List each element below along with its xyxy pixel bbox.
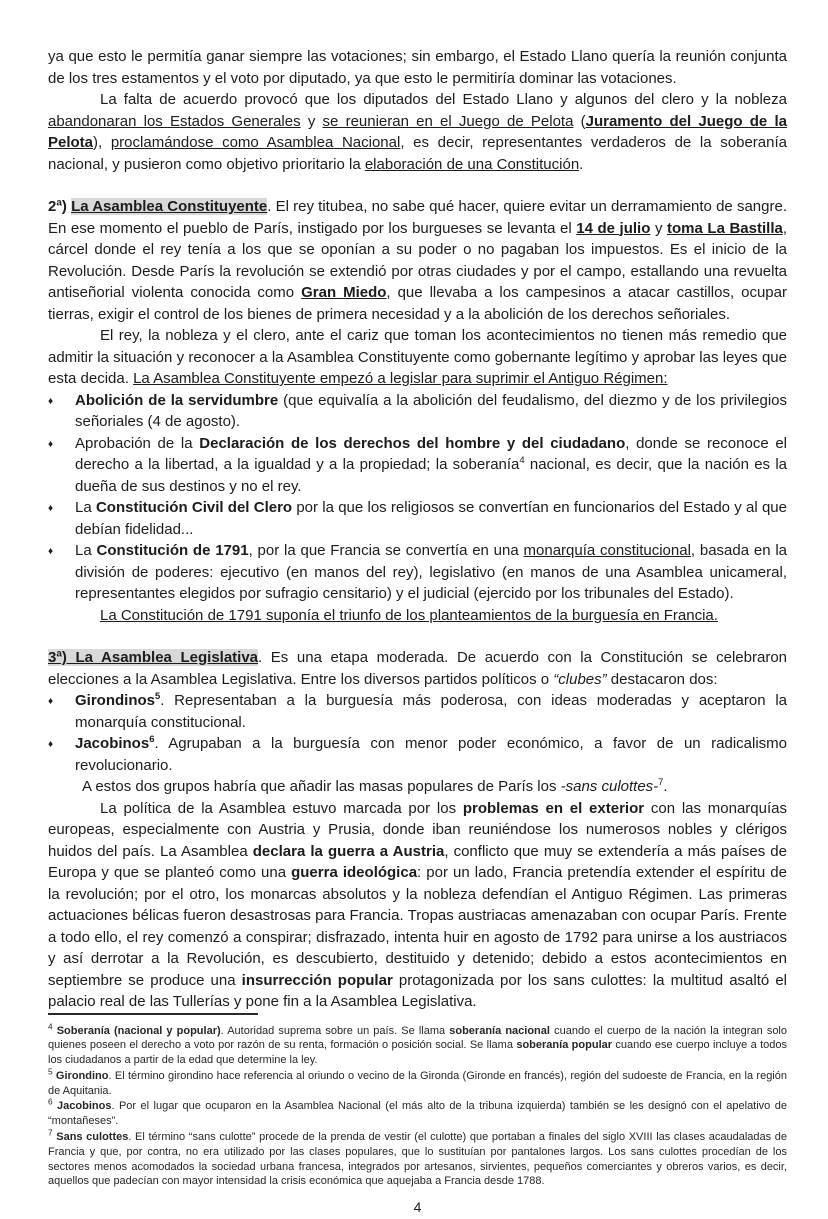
text-segment: . <box>663 778 668 795</box>
text-segment: . El término “sans culotte” procede de la prenda de vestir (el culotte) que portaban a finales del siglo XVIII las clases acaudaladas de Francia y que, por contra, no era utilizado por las clases populares, que lo sustituían por pantalones largos. Los sans culottes procedían de los sectores menos acomodados la sociedad urbana francesa, integrados por artesanos, sirvientes, pequeños comerciantes y obreros varios, es decir, aquellos que padecían con mayor intensidad la crisis económica que aquejaba a Francia desde 1788. <box>48 1131 788 1188</box>
text-segment: guerra ideológica <box>291 864 418 881</box>
text-segment: 2ª) <box>48 198 72 215</box>
paragraph-falta-acuerdo <box>48 89 787 175</box>
text-segment: La Asamblea Constituyente empezó a legislar para suprimir el Antiguo Régimen: <box>133 370 668 387</box>
text-segment: La <box>75 499 96 516</box>
text-segment: se reunieran en el Juego de Pelota <box>322 112 574 130</box>
bullet-item-abolicion-servidumbre <box>48 390 787 433</box>
text-segment: . Es una etapa moderada. De acuerdo con la Constitución se celebraron elecciones a la Asamblea Legislativa. Entre los diversos partidos políticos o <box>48 649 788 688</box>
text-segment: 6 <box>149 734 155 745</box>
bullet-item-constitucion-1791 <box>48 540 787 605</box>
line-triunfo-burguesia <box>48 605 787 627</box>
text-segment: y <box>300 112 323 130</box>
paragraph-rey-nobleza <box>48 325 787 390</box>
text-segment: La Asamblea Constituyente <box>71 198 268 215</box>
text-segment: cuando ese cuerpo incluye a todos los ciudadanos a partir de la edad que determine la ley. <box>48 1039 788 1067</box>
bullet-item-girondinos <box>48 690 787 733</box>
bullet-text <box>75 733 787 776</box>
text-segment: Aprobación de la <box>75 434 200 452</box>
text-segment: ( <box>573 112 586 130</box>
text-segment: : por un lado, Francia pretendía extender el espíritu de la revolución; por el otro, los monarcas absolutos y la nobleza defendían el Antiguo Régimen. Las primeras actuaciones bélicas fueron desastrosas para Francia. Tropas austriacas amenazaban con ocupar París. Frente a todo ello, el rey comenzó a conspirar; disfrazado, intenta huir en agosto de 1792 para unirse a los austriacos y así derrotar a la Revolución, es descubierto, destituido y detenido; debido a estos acontecimientos en septiembre se produce una <box>48 864 787 989</box>
text-segment: y <box>650 219 668 237</box>
text-segment: (que equivalía a la abolición del feudalismo, del diezmo y de los privilegios señoriales (4 de agosto). <box>75 391 787 430</box>
bullet-item-jacobinos <box>48 733 787 776</box>
text-segment: “clubes” <box>553 670 607 688</box>
text-segment: cuando el cuerpo de la nación la integran solo quienes poseen el derecho a voto por razón de su renta, formación o posición social. Se llama <box>48 1024 787 1052</box>
bullet-icon: ♦ <box>48 438 54 450</box>
bullet-icon: ♦ <box>48 739 54 750</box>
text-segment: soberanía popular <box>516 1039 613 1052</box>
text-segment: 3ª) La Asamblea Legislativa <box>48 649 259 666</box>
bullet-text <box>75 390 787 433</box>
footnote-jacobinos <box>48 1099 787 1129</box>
text-segment: nacional, es decir, que la nación es la dueña de sus destinos y no el rey. <box>75 456 787 495</box>
text-segment: problemas en el exterior <box>462 799 645 817</box>
text-segment: Constitución de 1791 <box>96 542 249 559</box>
text-segment: . Representaban a la burguesía más poderosa, con ideas moderadas y aceptaron la monarquía constitucional. <box>75 692 787 731</box>
text-segment: La falta de acuerdo provocó que los diputados del Estado Llano y algunos del clero y la nobleza <box>100 91 787 108</box>
text-segment: por la que los religiosos se convertían en funcionarios del Estado y al que debían fidelidad... <box>75 499 787 538</box>
text-segment: protagonizada por los sans culottes: la multitud asaltó el palacio real de las Tullerías y pone fin a la Asamblea Legislativa. <box>48 971 787 1010</box>
bullet-text <box>75 540 787 605</box>
text-segment: El rey, la nobleza y el clero, ante el cariz que toman los acontecimientos no tienen más remedio que admitir la situación y reconocer a la Asamblea Constituyente como gobernante legítimo y aprobar las leyes que esta decida. <box>48 327 787 387</box>
text-segment: destacaron dos: <box>606 670 718 688</box>
text-segment: Gran Miedo <box>301 284 387 301</box>
bullet-icon: ♦ <box>48 696 54 707</box>
text-segment: Jacobinos <box>52 1100 112 1113</box>
text-segment: 5 <box>48 1067 53 1077</box>
bullet-icon: ♦ <box>48 546 54 557</box>
text-segment: La Constitución de 1791 suponía el triunfo de los planteamientos de la burguesía en Francia. <box>100 606 718 624</box>
heading-paragraph-asamblea-constituyente <box>48 196 787 325</box>
bullet-item-constitucion-civil-clero <box>48 497 787 540</box>
text-segment: . El rey titubea, no sabe qué hacer, quiere evitar un derramamiento de sangre. En ese momento el pueblo de París, instigado por los burgueses se levanta el <box>48 198 787 237</box>
text-segment: . Autoridad suprema sobre un país. Se llama <box>220 1024 450 1037</box>
text-segment: Sans culottes <box>52 1131 129 1144</box>
bullet-text <box>75 433 787 498</box>
bullet-icon: ♦ <box>48 395 54 407</box>
page-number: 4 <box>413 1199 422 1216</box>
text-segment: La <box>75 542 97 559</box>
footnote-separator <box>48 1013 258 1015</box>
text-segment: soberanía nacional <box>449 1024 550 1037</box>
text-segment: , que llevaba a los campesinos a atacar castillos, ocupar tierras, exigir el control de los bienes de primera necesidad y a la abolición de los derechos señoriales. <box>48 284 787 323</box>
text-segment: , conflicto que muy se extendería a más países de Europa y que se planteó como una <box>48 842 787 881</box>
text-segment: con las monarquías europeas, especialmente con Austria y Prusia, donde iban reuniéndose los numerosos nobles y clérigos huidos del país. La Asamblea <box>48 799 787 860</box>
text-segment: . El término girondino hace referencia al oriundo o vecino de la Gironda (Gironde en francés), región del sudoeste de Francia, en la región de Aquitania. <box>48 1069 787 1097</box>
text-segment: toma La Bastilla <box>667 219 783 237</box>
text-segment: 7 <box>658 777 664 788</box>
text-segment: . Agrupaban a la burguesía con menor poder económico, a favor de un radicalismo revolucionario. <box>75 735 787 774</box>
text-segment: A estos dos grupos habría que añadir las masas populares de París los <box>82 778 561 795</box>
bullet-item-declaracion-derechos <box>48 433 787 498</box>
bullet-text <box>75 497 787 540</box>
text-segment: 4 <box>48 1021 53 1031</box>
footnote-sans-culottes <box>48 1130 787 1189</box>
text-segment: Girondinos <box>75 692 155 709</box>
text-segment: elaboración de una Constitución <box>364 155 580 173</box>
text-segment: La política de la Asamblea estuvo marcada por los <box>100 799 463 817</box>
footnote-soberania <box>48 1021 788 1068</box>
text-segment: , es decir, representantes verdaderos de la soberanía nacional, y pusieron como objetivo prioritario la <box>48 134 787 173</box>
text-segment: Girondino <box>52 1069 109 1082</box>
bullet-text <box>75 690 787 733</box>
text-segment: ya que esto le permitía ganar siempre las votaciones; sin embargo, el Estado Llano quería la reunión conjunta de los tres estamentos y el voto por diputado, ya que esto le permitiría dominar las votaciones. <box>48 48 787 87</box>
paragraph-politica-exterior <box>48 798 787 1013</box>
line-sans-culottes <box>48 776 787 798</box>
text-segment: , cárcel donde el rey tenía a los que se oponían a su poder o no pagaban los impuestos. Es el inicio de la Revolución. Desde París la revolución se extendió por otras ciudades y por el campo, estallando una revuelta antiseñorial violenta conocida como <box>48 219 787 301</box>
text-segment: Constitución Civil del Clero <box>95 499 293 516</box>
text-segment: ), <box>93 134 111 151</box>
text-segment: . <box>579 155 584 173</box>
text-segment: 14 de julio <box>576 219 651 237</box>
text-segment: 6 <box>48 1097 53 1107</box>
text-segment: Soberanía (nacional y popular) <box>52 1024 221 1037</box>
text-segment: -sans culottes- <box>560 778 659 795</box>
text-segment: 7 <box>48 1128 53 1138</box>
text-segment: insurrección popular <box>241 971 393 989</box>
text-segment: Juramento del Juego de la Pelota <box>48 112 787 151</box>
text-segment: proclamándose como Asamblea Nacional <box>110 134 401 151</box>
text-segment: , basada en la división de poderes: ejecutivo (en manos del rey), legislativo (en manos de una Asamblea unicameral, representantes elegidos por sufragio censitario) y el judicial (ejercido por los tribunales del Estado). <box>75 542 788 602</box>
text-segment: 4 <box>519 455 525 466</box>
text-segment: Declaración de los derechos del hombre y del ciudadano <box>199 434 626 452</box>
text-segment: , por la que Francia se convertía en una <box>248 542 524 559</box>
bullet-icon: ♦ <box>48 503 54 514</box>
text-segment: Abolición de la servidumbre <box>75 391 279 409</box>
heading-paragraph-asamblea-legislativa <box>48 647 787 690</box>
text-segment: . Por el lugar que ocuparon en la Asamblea Nacional (el más alto de la tribuna izquierda) también se les designó con el apelativo de “montañeses”. <box>48 1100 787 1128</box>
text-segment: abandonaran los Estados Generales <box>48 112 301 130</box>
text-segment: declara la guerra a Austria <box>252 842 445 860</box>
text-segment: monarquía constitucional <box>523 542 691 559</box>
text-segment: , donde se reconoce el derecho a la libertad, a la igualdad y a la propiedad; la soberanía <box>75 434 788 473</box>
paragraph-votaciones <box>48 46 787 89</box>
text-segment: Jacobinos <box>75 735 150 752</box>
text-segment: 5 <box>155 691 161 702</box>
footnote-girondino <box>48 1069 787 1099</box>
footnotes-section <box>48 1013 787 1219</box>
